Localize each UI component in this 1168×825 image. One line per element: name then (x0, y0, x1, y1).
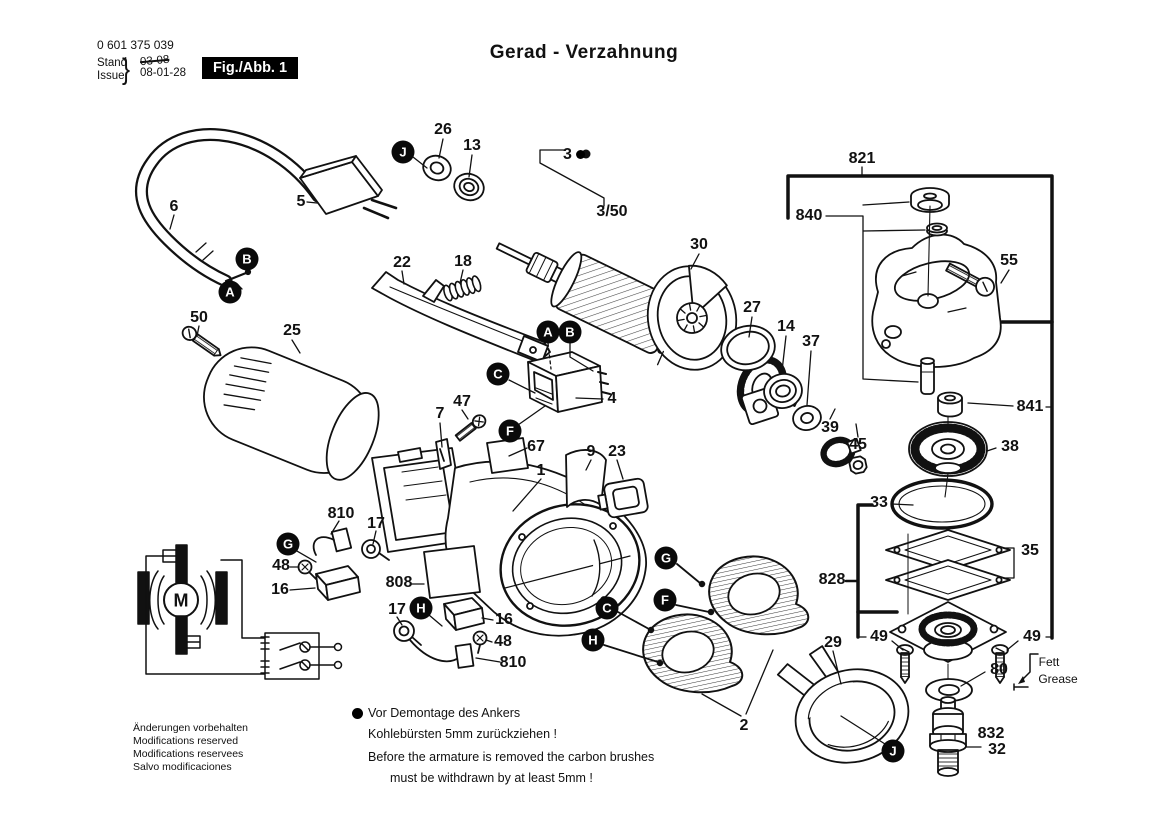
part-label-4: 4 (607, 390, 617, 407)
part-brush-set-left (299, 528, 390, 600)
callout-J-guard: J (882, 740, 905, 763)
part-label-67: 67 (527, 438, 545, 455)
part-label-841: 841 (1016, 398, 1044, 415)
part-screw-50 (180, 324, 224, 360)
part-label-17-bottom: 17 (388, 601, 406, 618)
stand-label: Stand (97, 57, 128, 69)
part-screw-47 (454, 413, 488, 443)
part-label-26: 26 (434, 121, 452, 138)
part-label-3-50: 3/50 (596, 203, 628, 220)
part-label-45: 45 (849, 436, 867, 453)
callout-C-switch: C (487, 363, 510, 386)
page-title: Gerad - Verzahnung (489, 42, 679, 63)
note-de-line1: Vor Demontage des Ankers (368, 706, 521, 720)
note-en-line2: must be withdrawn by at least 5mm ! (390, 771, 593, 785)
part-label-32: 32 (988, 741, 1006, 758)
callout-H-brush: H (410, 597, 433, 620)
callout-B-switch: B (559, 321, 582, 344)
issue-date-old: 03-08 (139, 53, 170, 69)
part-label-39: 39 (821, 419, 839, 436)
note-bullet-icon (352, 708, 363, 719)
callout-J-top: J (392, 141, 415, 164)
callout-A-cord: A (219, 281, 242, 304)
part-label-37: 37 (802, 333, 820, 350)
disclaimer-de: Änderungen vorbehalten (133, 722, 249, 734)
brace-glyph: } (122, 53, 131, 86)
part-label-6: 6 (169, 198, 179, 215)
part-label-13: 13 (463, 137, 481, 154)
note-en-line1: Before the armature is removed the carbon brushes (368, 750, 655, 764)
part-washer-26 (420, 152, 455, 184)
part-bushing-841 (938, 393, 962, 417)
callout-A-switch: A (537, 321, 560, 344)
part-label-17-left: 17 (367, 515, 385, 532)
part-label-5: 5 (296, 193, 306, 210)
part-label-25: 25 (283, 322, 301, 339)
part-label-810-left: 810 (327, 505, 355, 522)
part-brush-set-bottom (394, 598, 487, 668)
part-label-35: 35 (1021, 542, 1039, 559)
part-label-80: 80 (990, 661, 1008, 678)
service-note (352, 703, 654, 789)
part-label-2: 2 (739, 717, 749, 734)
part-label-33: 33 (870, 494, 888, 511)
part-cap-25 (190, 333, 390, 488)
part-label-1: 1 (536, 462, 546, 479)
part-label-grease-en: Grease (1038, 672, 1078, 686)
part-power-cord (141, 135, 318, 297)
callout-G-brush: G (277, 533, 300, 556)
part-spring-18 (442, 275, 482, 302)
part-label-9: 9 (586, 443, 596, 460)
part-spindle (930, 697, 966, 776)
part-label-motor: M (173, 590, 189, 611)
part-label-3: 3 (563, 146, 585, 164)
part-label-16-bottom: 16 (495, 611, 513, 628)
callout-C-field: C (596, 597, 619, 620)
part-label-50: 50 (190, 309, 208, 326)
part-pin (921, 358, 934, 394)
part-label-49-left: 49 (870, 628, 888, 645)
callout-G-field: G (655, 547, 678, 570)
part-washer-37 (791, 403, 823, 432)
part-label-30: 30 (690, 236, 708, 253)
part-label-832: 832 (977, 725, 1005, 742)
issue-date: 08-01-28 (140, 67, 187, 79)
disclaimer-block (133, 722, 248, 774)
part-label-821: 821 (848, 150, 876, 167)
document-number: 0 601 375 039 (97, 38, 174, 52)
callout-F-switch: F (499, 420, 522, 443)
issue-label: Issue (97, 70, 125, 82)
part-label-16-left: 16 (271, 581, 289, 598)
part-label-55: 55 (1000, 252, 1018, 269)
part-label-23: 23 (608, 443, 626, 460)
part-label-47: 47 (453, 393, 471, 410)
part-label-22: 22 (393, 254, 411, 271)
part-label-7: 7 (435, 405, 445, 422)
note-de-line2: Kohlebürsten 5mm zurückziehen ! (368, 727, 557, 741)
part-label-27: 27 (743, 299, 761, 316)
disclaimer-es: Salvo modificaciones (133, 761, 232, 773)
part-label-grease-de: Fett (1038, 655, 1060, 669)
part-gear-housing (872, 235, 1001, 367)
part-label-48-bottom: 48 (494, 633, 512, 650)
disclaimer-en: Modifications reserved (133, 735, 239, 747)
part-o-ring-33 (892, 480, 992, 528)
part-label-808: 808 (385, 574, 413, 591)
part-screw-49-left (897, 645, 913, 683)
part-label-14: 14 (777, 318, 795, 335)
part-label-29: 29 (824, 634, 842, 651)
part-label-840: 840 (795, 207, 823, 224)
callout-B-cord: B (236, 248, 259, 271)
part-switch (528, 352, 610, 412)
part-crown-gear-38 (909, 422, 987, 476)
part-nut-45 (849, 456, 868, 475)
part-label-49-right: 49 (1023, 628, 1041, 645)
part-label-18: 18 (454, 253, 472, 270)
callout-F-field: F (654, 589, 677, 612)
part-nameplate-808 (424, 546, 480, 598)
part-label-810-bottom: 810 (499, 654, 527, 671)
part-label-38: 38 (1001, 438, 1019, 455)
part-label-48-left: 48 (272, 557, 290, 574)
callout-H-field: H (582, 629, 605, 652)
part-gaskets-35 (886, 530, 1010, 600)
part-plug (300, 156, 396, 218)
disclaimer-fr: Modifications reservees (133, 748, 244, 760)
part-label-828: 828 (818, 571, 846, 588)
figure-label-box: Fig./Abb. 1 (202, 57, 298, 79)
part-label-plate-67 (487, 438, 528, 473)
